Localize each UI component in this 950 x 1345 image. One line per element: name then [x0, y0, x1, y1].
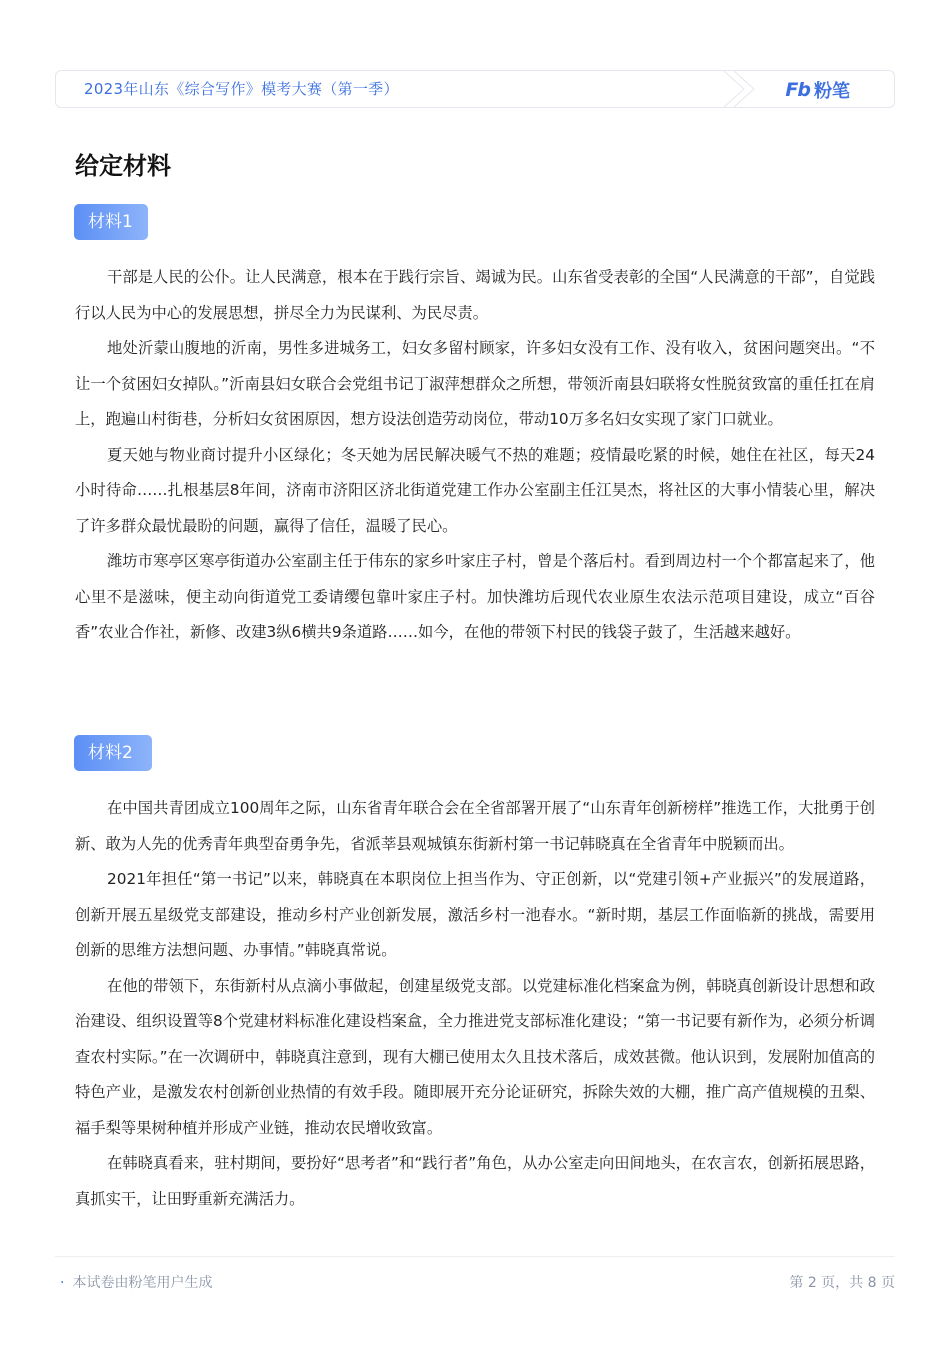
paragraph: 在他的带领下，东街新村从点滴小事做起，创建星级党支部。以党建标准化档案盒为例，韩晓真创新设计思想和政治建设、组织设置等8个党建材料标准化建设档案盒，全力推进党支部标准化建设；“第一书记要有新作为，必须分析调查农村实际。”在一次调研中，韩晓真注意到，现有大棚已使用太久且技术落后，成效甚微。他认识到，发展附加值高的特色产业，是激发农村创新创业热情的有效手段。随即展开充分论证研究，拆除失效的大棚，推广高产值规模的丑梨、福手梨等果树种植并形成产业链，推动农民增收致富。: [75, 976, 875, 1137]
brand-name: 粉笔: [814, 81, 850, 102]
paragraph: 在韩晓真看来，驻村期间，要扮好“思考者”和“践行者”角色，从办公室走向田间地头，在农言农，创新拓展思路，真抓实干，让田野重新充满活力。: [75, 1154, 875, 1208]
paragraph: 地处沂蒙山腹地的沂南，男性多进城务工，妇女多留村顾家，许多妇女没有工作、没有收入，贫困问题突出。“不让一个贫困妇女掉队。”沂南县妇女联合会党组书记丁淑萍想群众之所想，带领沂南县妇联将女性脱贫致富的重任扛在肩上，跑遍山村街巷，分析妇女贫困原因，想方设法创造劳动岗位，带动10万多名妇女实现了家门口就业。: [75, 339, 875, 428]
exam-title: 2023年山东《综合写作》模考大赛（第一季）: [84, 80, 399, 98]
paragraph: 潍坊市寒亭区寒亭街道办公室副主任于伟东的家乡叶家庄子村，曾是个落后村。看到周边村一个个都富起来了，他心里不是滋味，便主动向街道党工委请缨包靠叶家庄子村。加快潍坊后现代农业原生农法示范项目建设，成立“百谷香”农业合作社，新修、改建3纵6横共9条道路……如今，在他的带领下村民的钱袋子鼓了，生活越来越好。: [75, 552, 875, 641]
brand-mark-icon: Fb: [785, 79, 810, 101]
paragraph: 干部是人民的公仆。让人民满意，根本在于践行宗旨、竭诚为民。山东省受表彰的全国“人民满意的干部”，自觉践行以人民为中心的发展思想，拼尽全力为民谋利、为民尽责。: [75, 268, 875, 322]
material-tag-1: 材料1: [74, 204, 148, 240]
material-2-body: [75, 791, 875, 1217]
paragraph: 夏天她与物业商讨提升小区绿化；冬天她为居民解决暖气不热的难题；疫情最吃紧的时候，她住在社区，每天24小时待命……扎根基层8年间，济南市济阳区济北街道党建工作办公室副主任江昊杰，将社区的大事小情装心里，解决了许多群众最忧最盼的问题，赢得了信任，温暖了民心。: [75, 445, 875, 535]
paragraph: 在中国共青团成立100周年之际，山东省青年联合会在全省部署开展了“山东青年创新榜样”推选工作，大批勇于创新、敢为人先的优秀青年典型奋勇争先，省派莘县观城镇东街新村第一书记韩晓真在全省青年中脱颖而出。: [75, 799, 875, 853]
brand-logo: [785, 77, 850, 103]
page-number: 第 2 页，共 8 页: [789, 1275, 895, 1291]
section-title: 给定材料: [75, 152, 171, 180]
bullet-dot-icon: ·: [60, 1275, 65, 1291]
paragraph: 2021年担任“第一书记”以来，韩晓真在本职岗位上担当作为、守正创新，以“党建引领+产业振兴”的发展道路，创新开展五星级党支部建设，推动乡村产业创新发展，激活乡村一池春水。“新时期，基层工作面临新的挑战，需要用创新的思维方法想问题、办事情。”韩晓真常说。: [75, 870, 875, 959]
footer-divider: [55, 1256, 895, 1257]
chevron-divider-icon: [724, 71, 784, 107]
material-tag-2: 材料2: [74, 735, 152, 771]
footer-note: [60, 1272, 212, 1292]
footer-text: 本试卷由粉笔用户生成: [72, 1275, 213, 1291]
material-1-body: [75, 260, 875, 651]
page-header: [55, 70, 895, 108]
